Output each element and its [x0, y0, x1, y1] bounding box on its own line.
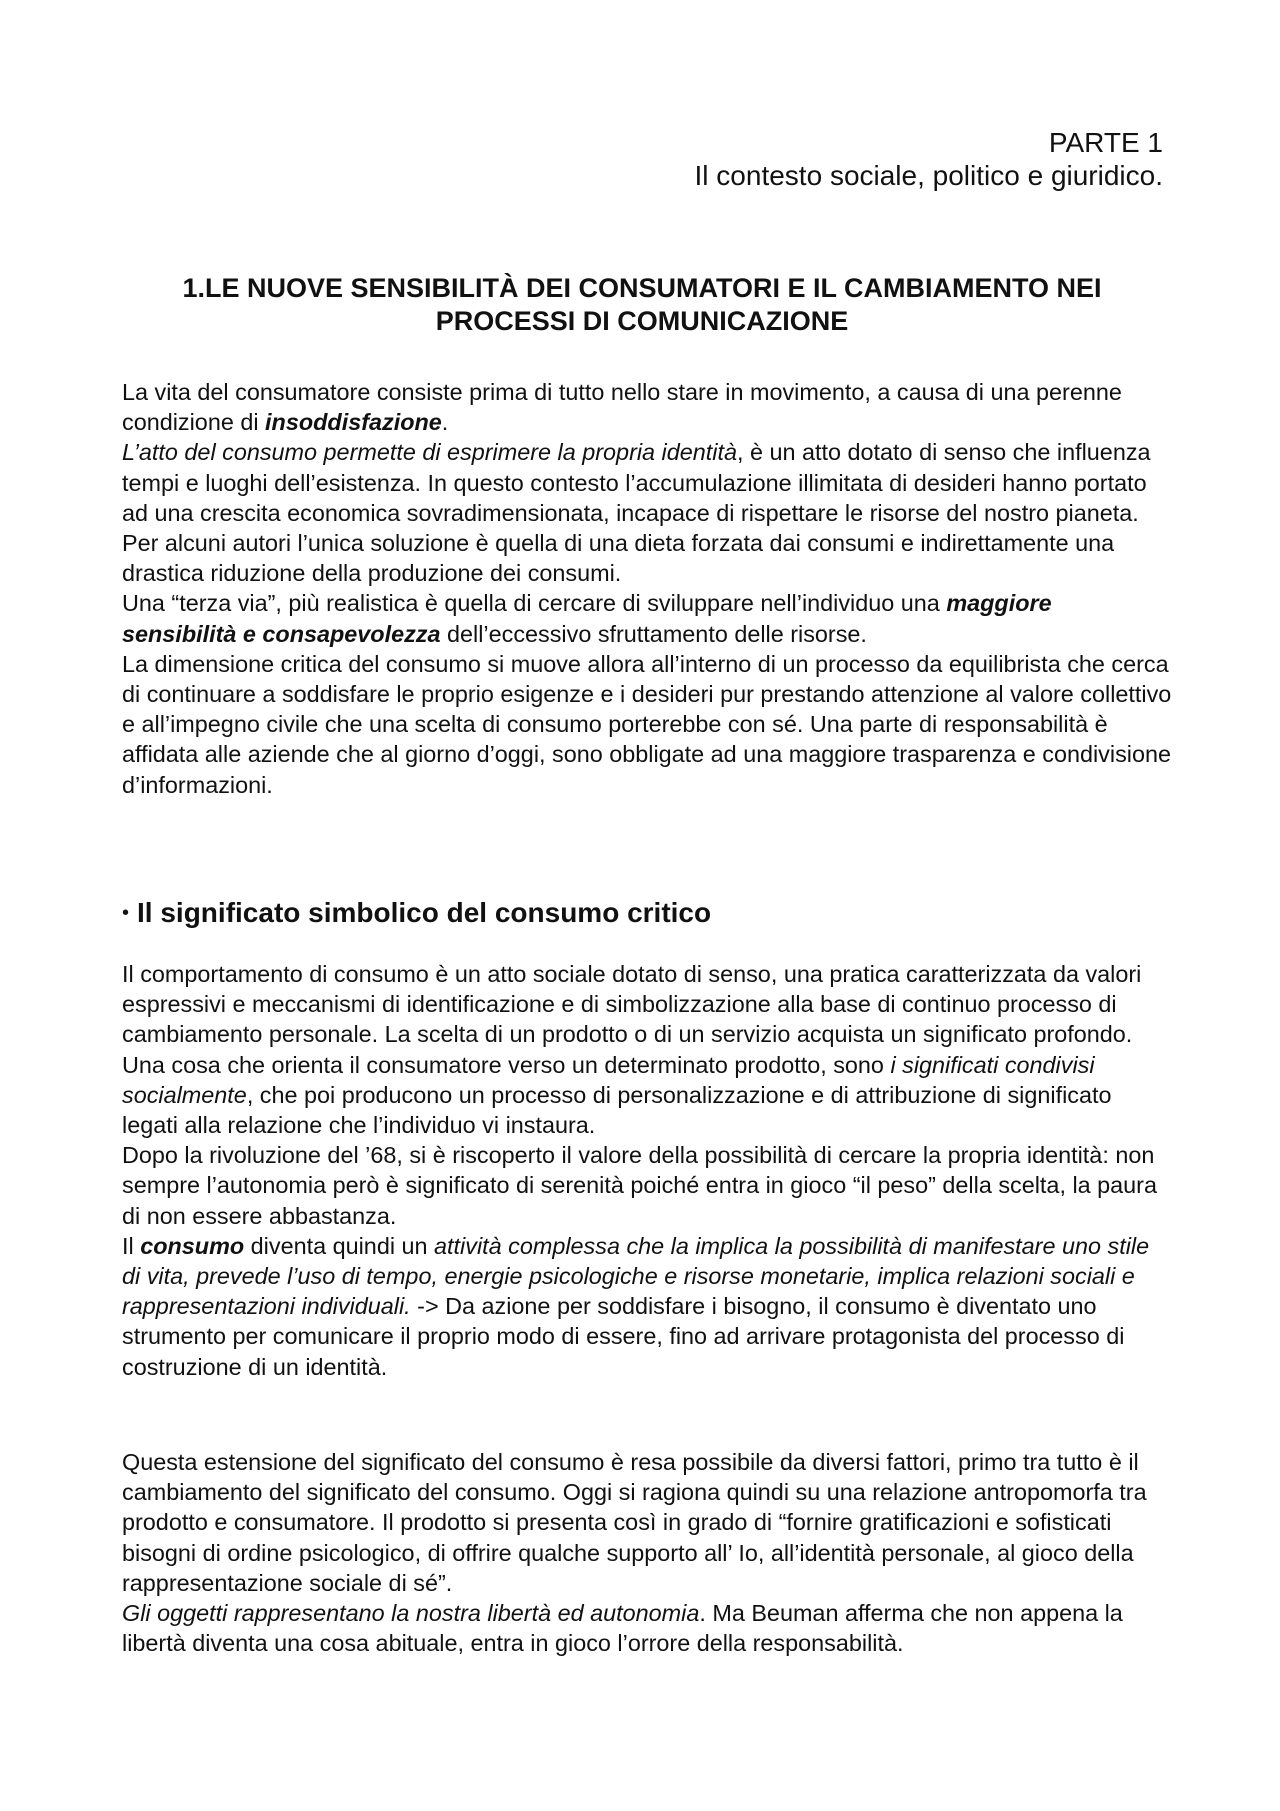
text-run: La vita del consumatore consiste prima di tutto nello stare in movimento, a causa di una perenne condizione di	[122, 379, 1122, 436]
text-run: -> Da azione per soddisfare i bisogno, il consumo è diventato uno strumento per comunicare il proprio modo di essere, fino ad arrivare protagonista del processo di costruzione di un identità.	[122, 1293, 1125, 1380]
italic-text: attività complessa che la implica la possibilità di manifestare uno stile di vita, prevede l’uso di tempo, energie psicologiche e risorse monetarie, implica relazioni sociali e rappresentazioni individuali.	[122, 1232, 1150, 1320]
text-run: .	[441, 409, 449, 436]
paragraph: Dopo la rivoluzione del ’68, si è riscoperto il valore della possibilità di cercare la propria identità: non sempre l’autonomia però è significato di serenità poiché entra in gioco “il peso” della scelta, la paura di non essere abbastanza.	[122, 1142, 1157, 1229]
section-heading-text: Il significato simbolico del consumo critico	[137, 897, 712, 928]
text-run: Una cosa che orienta il consumatore verso un determinato prodotto, sono	[122, 1051, 891, 1078]
emphasis-text: maggiore sensibilità e consapevolezza	[122, 590, 1052, 647]
italic-text: Gli oggetti rappresentano la nostra libertà ed autonomia	[122, 1600, 700, 1627]
paragraph: Il comportamento di consumo è un atto sociale dotato di senso, una pratica caratterizzata da valori espressivi e meccanismi di identificazione e di simbolizzazione alla base di continuo processo di cambiamento personale. La scelta di un prodotto o di un servizio acquista un significato profondo.	[122, 961, 1142, 1048]
italic-text: i significati condivisi socialmente	[122, 1051, 1095, 1108]
paragraph: La dimensione critica del consumo si muove allora all’interno di un processo da equilibrista che cerca di continuare a soddisfare le proprio esigenze e i desideri pur prestando attenzione al valore collettivo e all’impegno civile che una scelta di consumo porterebbe con sé. Una parte di responsabilità è affidata alle aziende che al giorno d’oggi, sono obbligate ad una maggiore trasparenza e condivisione d’informazioni.	[122, 650, 1172, 798]
italic-text: L’atto del consumo permette di esprimere la propria identità	[122, 439, 737, 466]
intro-text-block	[122, 377, 1172, 800]
paragraph	[122, 437, 1172, 588]
text-run: Una “terza via”, più realistica è quella di cercare di sviluppare nell’individuo una	[122, 590, 947, 617]
text-run: , che poi producono un processo di personalizzazione e di attribuzione di significato legati alla relazione che l’individuo vi instaura.	[122, 1081, 1112, 1139]
paragraph	[122, 1231, 1172, 1382]
text-run: diventa quindi un	[244, 1232, 435, 1259]
chapter-title	[122, 272, 1162, 338]
chapter-title-line-1: 1.LE NUOVE SENSIBILITÀ DEI CONSUMATORI E IL CAMBIAMENTO NEI	[182, 273, 1102, 303]
paragraph	[122, 1598, 1172, 1658]
text-run: Il	[122, 1232, 141, 1259]
closing-text-block	[122, 1447, 1172, 1658]
part-header	[695, 126, 1163, 192]
paragraph	[122, 1050, 1172, 1141]
paragraph	[122, 377, 1172, 437]
emphasis-text: consumo	[140, 1232, 245, 1259]
part-subtitle: Il contesto sociale, politico e giuridico.	[694, 160, 1163, 191]
paragraph: Questa estensione del significato del consumo è resa possibile da diversi fattori, primo tra tutto è il cambiamento del significato del consumo. Oggi si ragiona quindi su una relazione antropomorfa tra prodotto e consumatore. Il prodotto si presenta così in grado di “fornire gratificazioni e sofisticati bisogni di ordine psicologico, di offrire qualche supporto all’ Io, all’identità personale, al gioco della rappresentazione sociale di sé”.	[122, 1449, 1147, 1596]
section-heading	[122, 896, 711, 930]
text-run: , è un atto dotato di senso che influenza tempi e luoghi dell’esistenza. In questo contesto l’accumulazione illimitata di desideri hanno portato ad una crescita economica sovradimensionata, incapace di rispettare le risorse del nostro pianeta. Per alcuni autori l’unica soluzione è quella di una dieta forzata dai consumi e indirettamente una drastica riduzione della produzione dei consumi.	[122, 439, 1151, 587]
text-run: . Ma Beuman afferma che non appena la libertà diventa una cosa abituale, entra in gioco l’orrore della responsabilità.	[122, 1600, 1123, 1657]
section-text-block	[122, 959, 1172, 1382]
emphasis-text: insoddisfazione	[265, 409, 442, 436]
paragraph	[122, 588, 1172, 648]
bullet-icon: •	[122, 902, 130, 924]
text-run: dell’eccessivo sfruttamento delle risorse.	[440, 620, 867, 647]
part-label: PARTE 1	[1048, 127, 1163, 158]
chapter-title-line-2: PROCESSI DI COMUNICAZIONE	[435, 306, 849, 336]
